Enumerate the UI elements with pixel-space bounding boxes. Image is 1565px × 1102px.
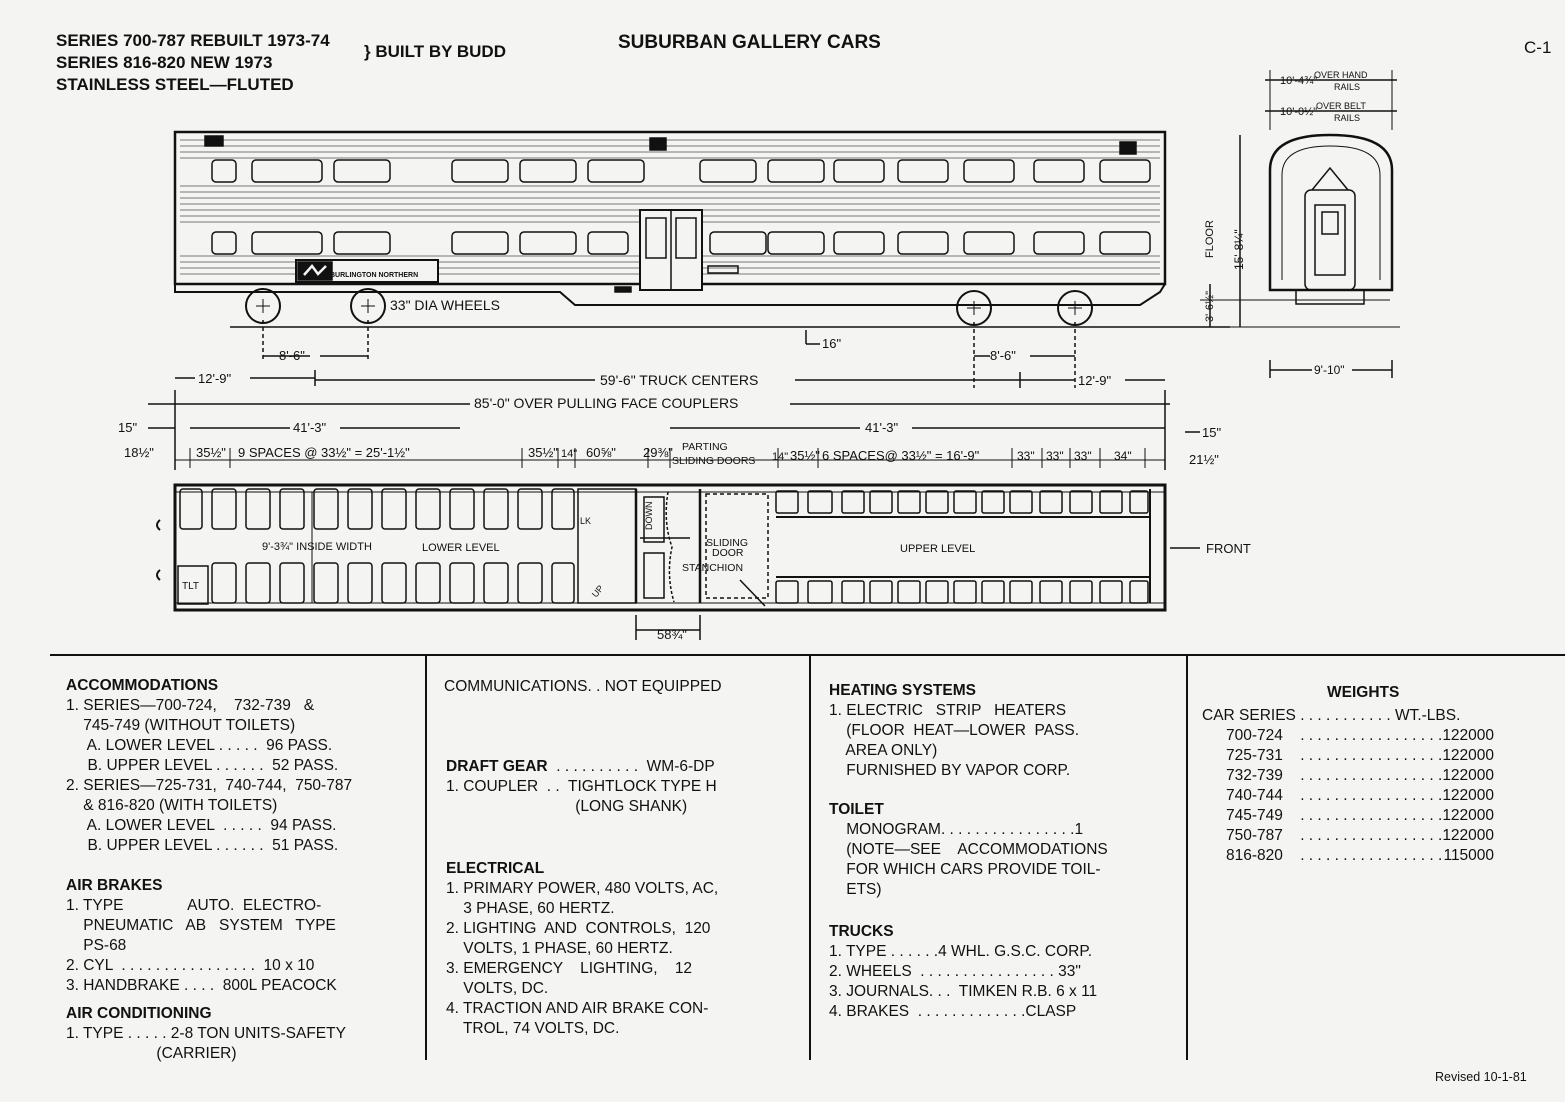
dim-floor-height: 3'-6½" xyxy=(1204,290,1216,322)
table-row xyxy=(1202,786,1494,806)
dim-overhang-left: 12'-9" xyxy=(198,371,232,386)
upper-spacing-label: 6 SPACES@ 33½" = 16'-9" xyxy=(822,448,980,463)
pulling-face-label: 85'-0" OVER PULLING FACE COUPLERS xyxy=(474,395,739,411)
revision-date: Revised 10-1-81 xyxy=(1435,1070,1527,1084)
toilet-line: ETS) xyxy=(829,881,882,898)
upper-windows xyxy=(212,160,1150,182)
door-label: DOOR xyxy=(712,547,744,559)
column-rule-2 xyxy=(809,656,811,1060)
series-line-1: SERIES 700-787 REBUILT 1973-74 xyxy=(56,31,330,50)
dim-overhang-right: 12'-9" xyxy=(1078,373,1112,388)
dim-41-3-left: 41'-3" xyxy=(293,420,327,435)
dim-truck-wheelbase-left: 8'-6" xyxy=(279,348,305,363)
electrical-line: 3. EMERGENCY LIGHTING, 12 xyxy=(446,960,693,977)
draft-gear-section xyxy=(446,757,796,817)
weight-cell: 122000 xyxy=(1442,767,1495,784)
air-brakes-line: 1. TYPE AUTO. ELECTRO- xyxy=(66,897,322,914)
electrical-line: 3 PHASE, 60 HERTZ. xyxy=(446,900,615,917)
accommodations-line: A. LOWER LEVEL . . . . . 96 PASS. xyxy=(66,737,333,754)
lower-spacing-label: 9 SPACES @ 33½" = 25'-1½" xyxy=(238,445,410,460)
dim-truck-wheelbase-right: 8'-6" xyxy=(990,348,1016,363)
accommodations-line: & 816-820 (WITH TOILETS) xyxy=(66,797,278,814)
dim-33b: 33" xyxy=(1046,449,1064,463)
dim-15-left: 15" xyxy=(118,420,138,435)
weights-heading xyxy=(1327,683,1399,703)
table-row xyxy=(1202,826,1494,846)
accommodations-line: 745-749 (WITHOUT TOILETS) xyxy=(66,717,296,734)
floor-plan xyxy=(157,485,1200,640)
page-title: SUBURBAN GALLERY CARS xyxy=(618,32,881,53)
dim-35a: 35½" xyxy=(196,445,226,460)
table-row xyxy=(1202,846,1494,866)
series-cell: 732-739 xyxy=(1226,767,1283,784)
accommodations-line: A. LOWER LEVEL . . . . . 94 PASS. xyxy=(66,817,337,834)
construction-line: STAINLESS STEEL—FLUTED xyxy=(56,75,294,94)
toilet-line: FOR WHICH CARS PROVIDE TOIL- xyxy=(829,861,1101,878)
weights-header-row xyxy=(1202,706,1494,726)
air-brakes-line: 3. HANDBRAKE . . . . 800L PEACOCK xyxy=(66,977,337,994)
page-number: C-1 xyxy=(1524,38,1552,57)
communications-section xyxy=(444,677,794,697)
railroad-name: BURLINGTON NORTHERN xyxy=(330,272,419,279)
dim-35c: 35½" xyxy=(790,448,820,463)
air-brakes-line: PNEUMATIC AB SYSTEM TYPE xyxy=(66,917,336,934)
inside-width-label: 9'-3¾" INSIDE WIDTH xyxy=(262,541,372,553)
table-row xyxy=(1202,746,1494,766)
dim-41-3-right: 41'-3" xyxy=(865,420,899,435)
stair-down-label: DOWN xyxy=(644,501,654,530)
dim-58: 58¾" xyxy=(657,627,687,642)
parting-label: PARTING xyxy=(682,441,728,453)
air-brakes-line: PS-68 xyxy=(66,937,127,954)
dim-14: 14" xyxy=(561,448,578,460)
accommodations-line: 1. SERIES—700-724, 732-739 & xyxy=(66,697,315,714)
upper-level-label: UPPER LEVEL xyxy=(900,543,976,555)
air-brakes-line: 2. CYL . . . . . . . . . . . . . . . . 10 x 10 xyxy=(66,957,315,974)
electrical-line: 4. TRACTION AND AIR BRAKE CON- xyxy=(446,1000,709,1017)
leader-dots: . . . . . . . . . . . . . . . . . xyxy=(1295,747,1443,764)
electrical-section xyxy=(446,859,796,1039)
accommodations-line: B. UPPER LEVEL . . . . . . 52 PASS. xyxy=(66,757,339,774)
accommodations-line: B. UPPER LEVEL . . . . . . 51 PASS. xyxy=(66,837,339,854)
lower-seats xyxy=(180,489,574,603)
weight-cell: 122000 xyxy=(1442,787,1495,804)
electrical-line: 2. LIGHTING AND CONTROLS, 120 xyxy=(446,920,711,937)
series-cell: 816-820 xyxy=(1226,847,1283,864)
series-line-2: SERIES 816-820 NEW 1973 xyxy=(56,53,273,72)
table-row xyxy=(1202,806,1494,826)
dim-15-right: 15" xyxy=(1202,425,1222,440)
dim-16: 16" xyxy=(822,336,842,351)
electrical-line: TROL, 74 VOLTS, DC. xyxy=(446,1020,620,1037)
heating-section xyxy=(829,681,1179,781)
weights-table xyxy=(1202,706,1494,866)
toilet-line: (NOTE—SEE ACCOMMODATIONS xyxy=(829,841,1108,858)
weight-cell: 122000 xyxy=(1442,807,1495,824)
weight-header: . . . . . . . . . . . WT.-LBS. xyxy=(1295,707,1461,724)
table-row xyxy=(1202,766,1494,786)
dim-14b: 14" xyxy=(772,451,789,463)
rails2-label: RAILS xyxy=(1334,113,1361,123)
trucks-heading: TRUCKS xyxy=(829,923,894,940)
leader-dots: . . . . . . . . . . . . . . . . . xyxy=(1295,807,1443,824)
weights-heading-text: WEIGHTS xyxy=(1327,684,1400,701)
wheels xyxy=(246,289,1092,325)
floor-label: FLOOR xyxy=(1204,220,1216,258)
series-cell: 745-749 xyxy=(1226,807,1283,824)
column-rule-3 xyxy=(1186,656,1188,1060)
weight-cell: 115000 xyxy=(1443,847,1495,864)
dim-33c: 33" xyxy=(1074,449,1092,463)
series-cell: 700-724 xyxy=(1226,727,1283,744)
air-brakes-heading: AIR BRAKES xyxy=(66,877,163,894)
trucks-section xyxy=(829,922,1179,1022)
wheel-size-label: 33" DIA WHEELS xyxy=(390,297,501,313)
electrical-heading: ELECTRICAL xyxy=(446,860,545,877)
toilet-heading: TOILET xyxy=(829,801,884,818)
leader-dots: . . . . . . . . . . . . . . . . . xyxy=(1295,827,1443,844)
trucks-line: 4. BRAKES . . . . . . . . . . . . .CLASP xyxy=(829,1003,1077,1020)
stair-up-label: UP xyxy=(589,583,606,600)
toilet-label: TLT xyxy=(182,581,200,592)
dim-60: 60⅝" xyxy=(586,445,616,460)
front-label: FRONT xyxy=(1206,541,1251,556)
leader-dots: . . . . . . . . . . . . . . . . . xyxy=(1295,767,1443,784)
leader-dots: . . . . . . . . . . . . . . . . . xyxy=(1295,847,1443,864)
series-cell: 725-731 xyxy=(1226,747,1283,764)
table-top-rule xyxy=(50,654,1565,656)
series-cell: 750-787 xyxy=(1226,827,1283,844)
dim-21: 21½" xyxy=(1189,452,1219,467)
heating-heading: HEATING SYSTEMS xyxy=(829,682,976,699)
toilet-section xyxy=(829,800,1179,900)
weight-cell: 122000 xyxy=(1442,727,1495,744)
builder-label: } BUILT BY BUDD xyxy=(364,42,506,61)
accommodations-section xyxy=(66,676,416,856)
over-hand-label: OVER HAND xyxy=(1314,70,1368,80)
series-cell: 740-744 xyxy=(1226,787,1283,804)
weight-cell: 122000 xyxy=(1442,827,1495,844)
trucks-line: 2. WHEELS . . . . . . . . . . . . . . . . 33" xyxy=(829,963,1081,980)
electrical-line: VOLTS, 1 PHASE, 60 HERTZ. xyxy=(446,940,673,957)
column-rule-1 xyxy=(425,656,427,1060)
over-belt-label: OVER BELT xyxy=(1316,101,1366,111)
rails-label: RAILS xyxy=(1334,82,1361,92)
air-conditioning-section xyxy=(66,1004,416,1064)
draft-gear-line: 1. COUPLER . . TIGHTLOCK TYPE H xyxy=(446,778,717,795)
accommodations-line: 2. SERIES—725-731, 740-744, 750-787 xyxy=(66,777,353,794)
heating-line: AREA ONLY) xyxy=(829,742,938,759)
electrical-line: VOLTS, DC. xyxy=(446,980,549,997)
air-brakes-section xyxy=(66,876,416,996)
dim-18: 18½" xyxy=(124,445,154,460)
leader-dots: . . . . . . . . . . . . . . . . . xyxy=(1295,727,1443,744)
dim-34: 34" xyxy=(1114,449,1132,463)
locker-label: LK xyxy=(580,516,592,526)
dim-35b: 35½" xyxy=(528,445,558,460)
communications-line: COMMUNICATIONS. . NOT EQUIPPED xyxy=(444,678,722,695)
heating-line: 1. ELECTRIC STRIP HEATERS xyxy=(829,702,1067,719)
accommodations-heading: ACCOMMODATIONS xyxy=(66,677,219,694)
dim-over-belt-rails: 10'-0½" xyxy=(1280,106,1318,118)
dim-overall-height: 15'-8¼" xyxy=(1232,229,1246,270)
trucks-line: 3. JOURNALS. . . TIMKEN R.B. 6 x 11 xyxy=(829,983,1098,1000)
dim-29: 29⅜" xyxy=(643,445,673,460)
sliding-label: SLIDING xyxy=(706,537,749,549)
trucks-line: 1. TYPE . . . . . .4 WHL. G.S.C. CORP. xyxy=(829,943,1093,960)
draft-gear-heading: DRAFT GEAR xyxy=(446,758,548,775)
lower-level-label: LOWER LEVEL xyxy=(422,542,500,554)
air-conditioning-line: 1. TYPE . . . . . 2-8 TON UNITS-SAFETY xyxy=(66,1025,346,1042)
electrical-line: 1. PRIMARY POWER, 480 VOLTS, AC, xyxy=(446,880,719,897)
truck-centers-label: 59'-6" TRUCK CENTERS xyxy=(600,372,759,388)
draft-gear-line: (LONG SHANK) xyxy=(446,798,688,815)
dim-over-hand-rails: 10'-4¾" xyxy=(1280,75,1318,87)
dim-width: 9'-10" xyxy=(1314,363,1345,377)
weight-cell: 122000 xyxy=(1442,747,1495,764)
air-conditioning-line: (CARRIER) xyxy=(66,1045,237,1062)
toilet-line: MONOGRAM. . . . . . . . . . . . . . . .1 xyxy=(829,821,1084,838)
draft-gear-value: . . . . . . . . . . WM-6-DP xyxy=(547,758,715,775)
heating-line: (FLOOR HEAT—LOWER PASS. xyxy=(829,722,1080,739)
leader-dots: . . . . . . . . . . . . . . . . . xyxy=(1295,787,1443,804)
stanchion-label: STANCHION xyxy=(682,562,744,574)
dim-33a: 33" xyxy=(1017,449,1035,463)
sliding-doors-label: SLIDING DOORS xyxy=(672,455,756,467)
air-conditioning-heading: AIR CONDITIONING xyxy=(66,1005,212,1022)
table-row xyxy=(1202,726,1494,746)
car-series-header: CAR SERIES xyxy=(1202,707,1296,724)
heating-line: FURNISHED BY VAPOR CORP. xyxy=(829,762,1071,779)
